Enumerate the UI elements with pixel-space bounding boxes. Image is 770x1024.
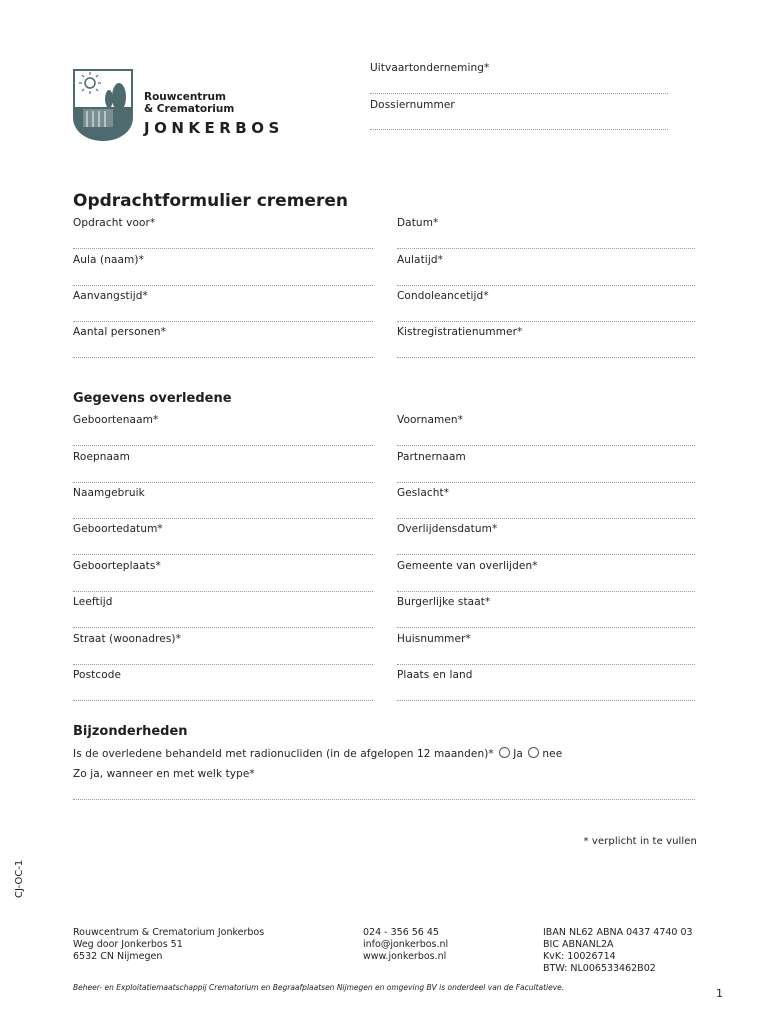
field-label: Leeftijd — [73, 596, 113, 608]
input-line[interactable] — [73, 554, 373, 555]
radio-no[interactable] — [528, 747, 539, 758]
footer-kvk: KvK: 10026714 — [543, 951, 616, 962]
logo-line2: & Crematorium — [144, 103, 235, 115]
input-line[interactable] — [73, 518, 373, 519]
input-line[interactable] — [73, 445, 373, 446]
field-label: Datum* — [397, 217, 439, 229]
footer-address — [73, 927, 264, 963]
input-line[interactable] — [397, 518, 695, 519]
input-line[interactable] — [397, 627, 695, 628]
field-label: Kistregistratienummer* — [397, 326, 523, 338]
field-label: Geboortenaam* — [73, 414, 159, 426]
input-line[interactable] — [397, 700, 695, 701]
deceased-heading: Gegevens overledene — [73, 391, 232, 406]
field-label: Opdracht voor* — [73, 217, 156, 229]
dossier-label: Dossiernummer — [370, 99, 455, 111]
page-title: Opdrachtformulier cremeren — [73, 191, 348, 211]
footer-iban: IBAN NL62 ABNA 0437 4740 03 — [543, 927, 693, 938]
required-note: * verplicht in te vullen — [583, 836, 697, 847]
input-line[interactable] — [73, 321, 373, 322]
field-label: Overlijdensdatum* — [397, 523, 498, 535]
field-label: Partnernaam — [397, 451, 466, 463]
undertaker-field[interactable] — [370, 93, 668, 94]
input-line[interactable] — [397, 482, 695, 483]
logo — [73, 69, 313, 141]
field-label: Burgerlijke staat* — [397, 596, 491, 608]
input-line[interactable] — [397, 554, 695, 555]
field-label: Gemeente van overlijden* — [397, 560, 538, 572]
logo-line1: Rouwcentrum — [144, 91, 226, 103]
radio-yes-label: Ja — [513, 748, 523, 760]
footer-btw: BTW: NL006533462B02 — [543, 963, 656, 974]
input-line[interactable] — [73, 482, 373, 483]
footer-address-line: Rouwcentrum & Crematorium Jonkerbos — [73, 927, 265, 938]
field-label: Geslacht* — [397, 487, 450, 499]
input-line[interactable] — [397, 445, 695, 446]
input-line[interactable] — [397, 285, 695, 286]
followup-field[interactable] — [73, 799, 695, 800]
field-label: Geboortedatum* — [73, 523, 163, 535]
input-line[interactable] — [397, 248, 695, 249]
field-label: Aantal personen* — [73, 326, 167, 338]
footer-email[interactable]: info@jonkerbos.nl — [363, 939, 449, 950]
input-line[interactable] — [73, 627, 373, 628]
radio-yes[interactable] — [499, 747, 510, 758]
field-label: Condoleancetijd* — [397, 290, 489, 302]
footer-legal: Beheer- en Exploitatiemaatschappij Crematorium en Begraafplaatsen Nijmegen en omgeving BV is onderdeel van de Facultatieve. — [73, 983, 565, 992]
side-code: CJ-OC-1 — [14, 859, 25, 898]
field-label: Aulatijd* — [397, 254, 443, 266]
details-heading: Bijzonderheden — [73, 724, 188, 739]
footer-bank — [543, 927, 693, 975]
field-label: Postcode — [73, 669, 122, 681]
input-line[interactable] — [73, 248, 373, 249]
input-line[interactable] — [73, 357, 373, 358]
page-number: 1 — [716, 987, 723, 1000]
input-line[interactable] — [73, 285, 373, 286]
input-line[interactable] — [73, 700, 373, 701]
footer-address-line: 6532 CN Nijmegen — [73, 951, 163, 962]
field-label: Geboorteplaats* — [73, 560, 161, 572]
footer-bic: BIC ABNANL2A — [543, 939, 614, 950]
followup-label: Zo ja, wanneer en met welk type* — [73, 768, 255, 780]
radio-no-label: nee — [542, 748, 563, 760]
field-label: Huisnummer* — [397, 633, 471, 645]
input-line[interactable] — [397, 321, 695, 322]
radionuclide-question-row — [73, 747, 562, 760]
jonkerbos-emblem-icon — [73, 69, 133, 141]
dossier-field[interactable] — [370, 129, 668, 130]
field-label: Aanvangstijd* — [73, 290, 148, 302]
field-label: Voornamen* — [397, 414, 464, 426]
input-line[interactable] — [397, 591, 695, 592]
input-line[interactable] — [397, 357, 695, 358]
field-label: Naamgebruik — [73, 487, 145, 499]
input-line[interactable] — [397, 664, 695, 665]
field-label: Plaats en land — [397, 669, 473, 681]
input-line[interactable] — [73, 591, 373, 592]
footer-address-line: Weg door Jonkerbos 51 — [73, 939, 183, 950]
input-line[interactable] — [73, 664, 373, 665]
field-label: Straat (woonadres)* — [73, 633, 181, 645]
footer-contact — [363, 927, 448, 963]
footer-website[interactable]: www.jonkerbos.nl — [363, 951, 447, 962]
field-label: Roepnaam — [73, 451, 130, 463]
footer-phone: 024 - 356 56 45 — [363, 927, 439, 938]
undertaker-label: Uitvaartonderneming* — [370, 62, 490, 74]
field-label: Aula (naam)* — [73, 254, 144, 266]
logo-brand: JONKERBOS — [144, 119, 284, 137]
radionuclide-question: Is de overledene behandeld met radionucliden (in de afgelopen 12 maanden)* — [73, 748, 494, 760]
